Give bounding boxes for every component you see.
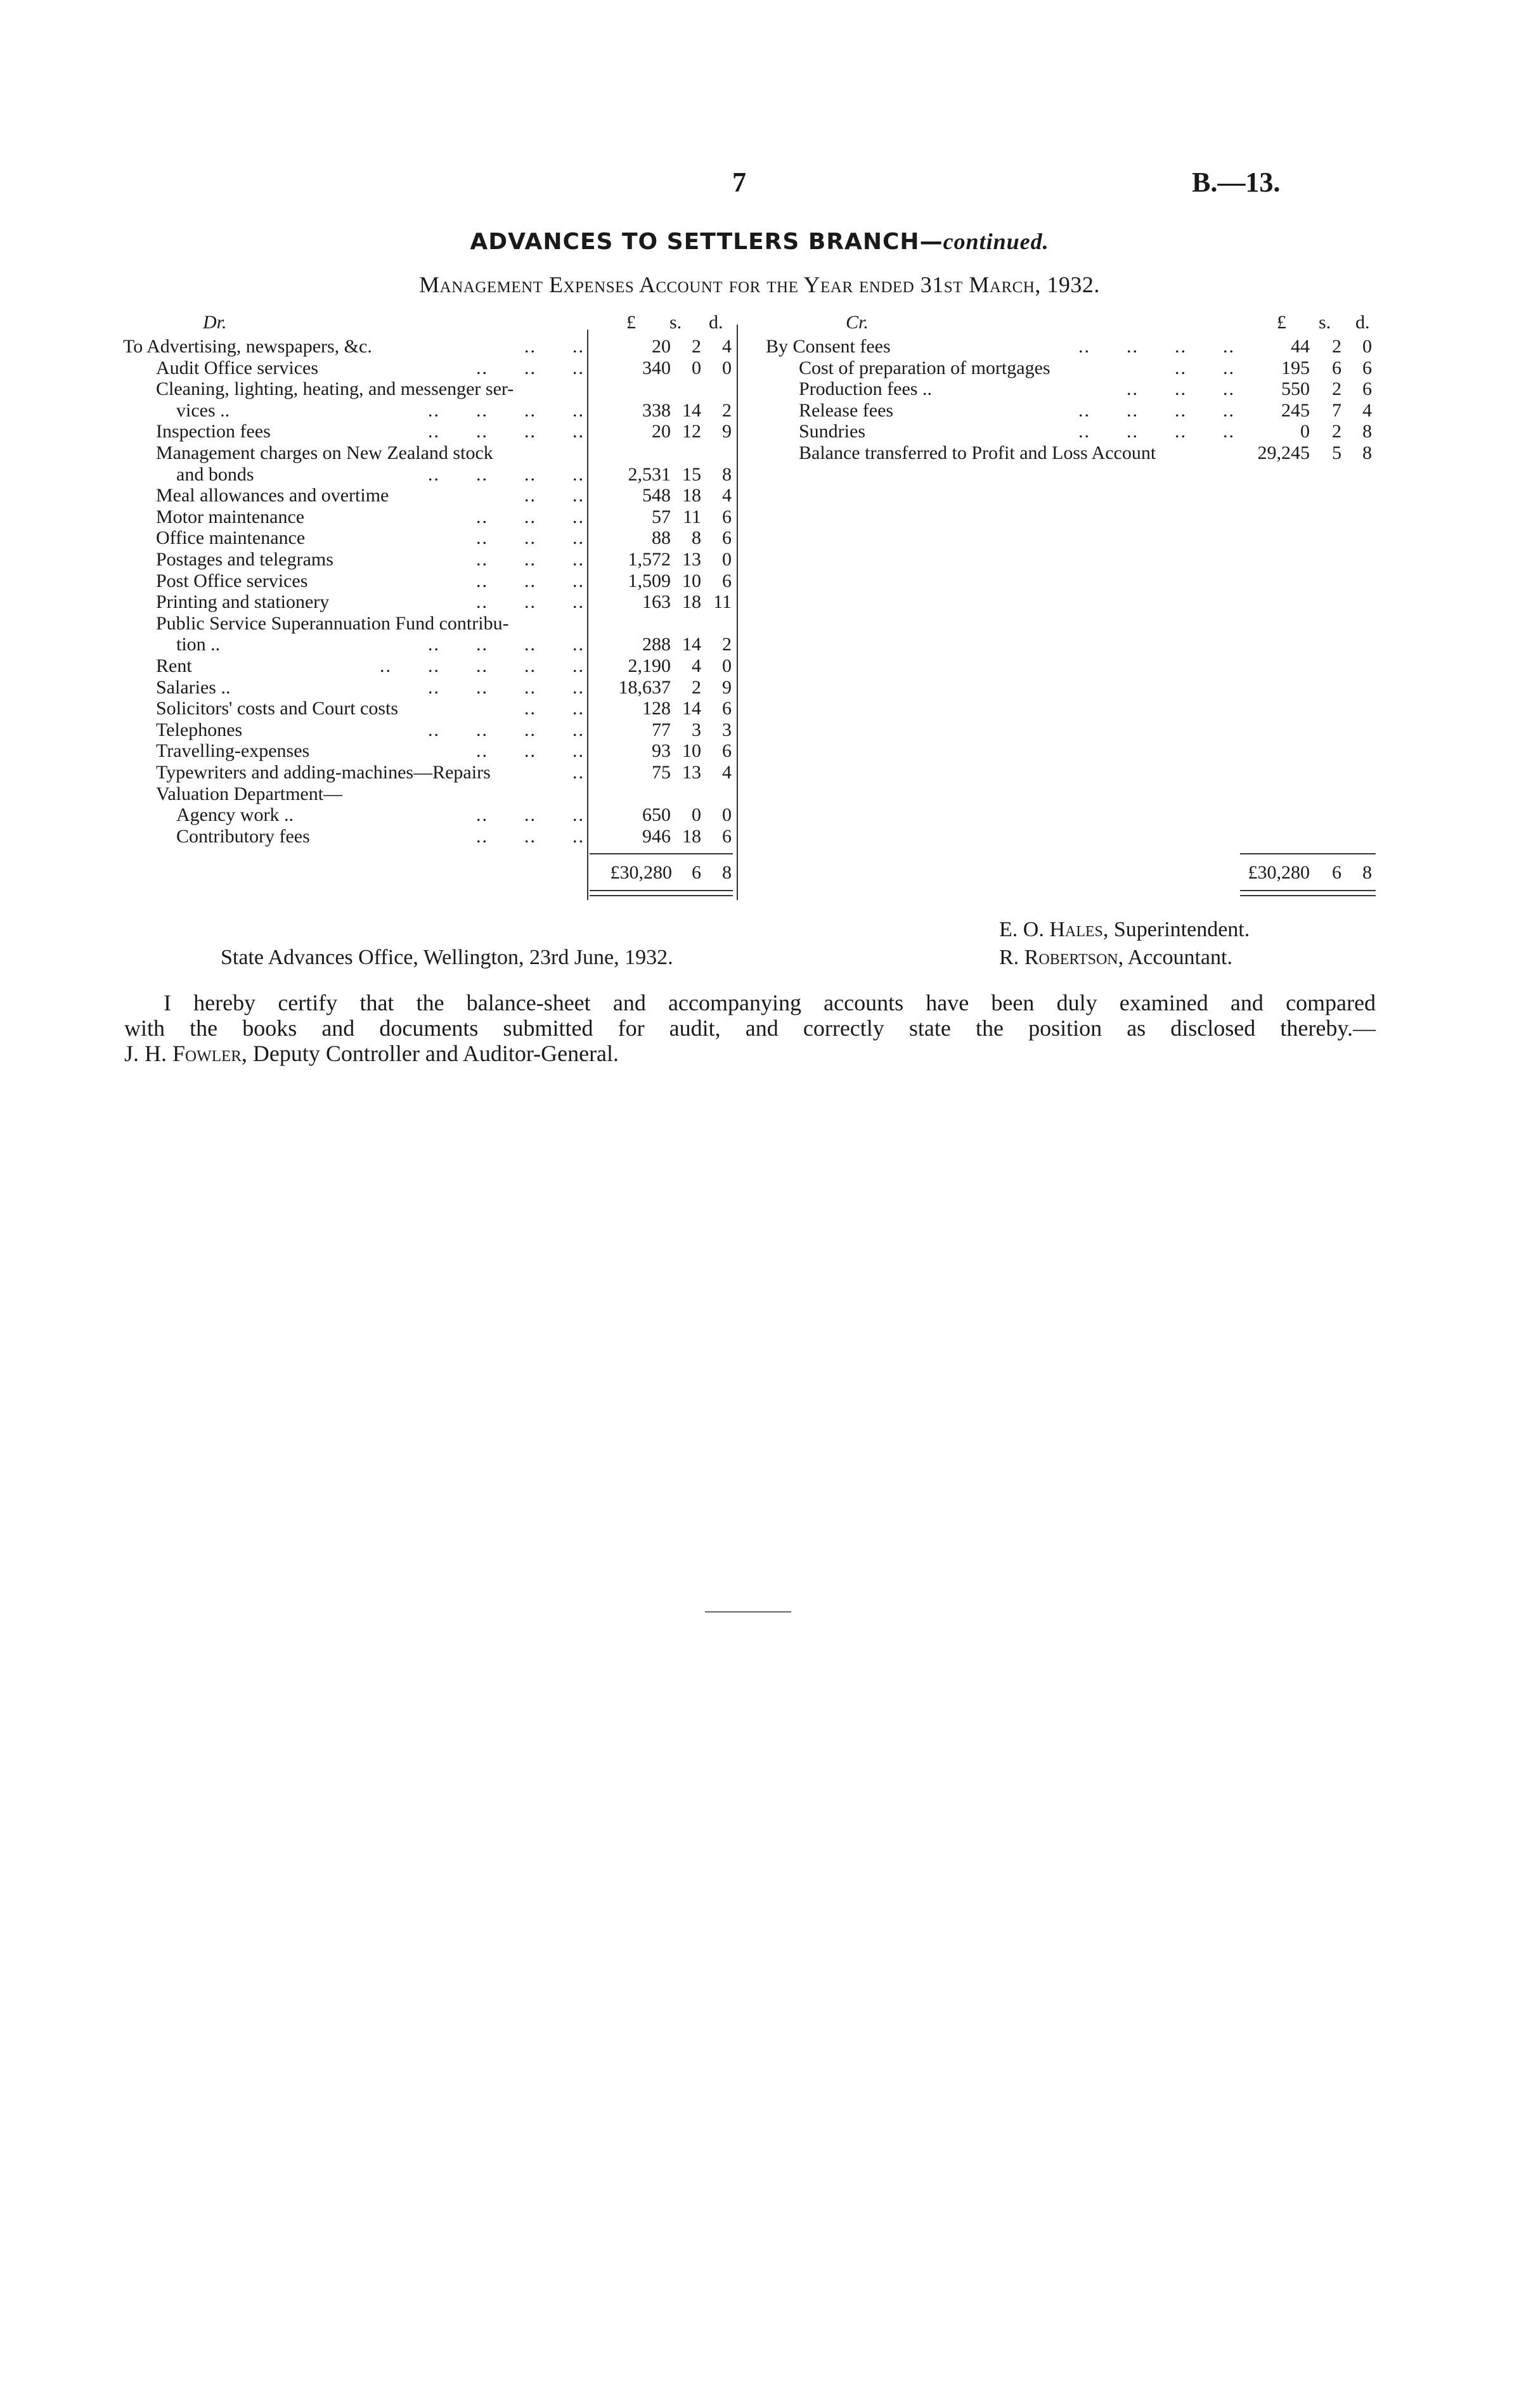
debit-entry-pounds: 20: [652, 336, 671, 357]
debit-entry-label: Postages and telegrams: [156, 549, 333, 570]
debit-total-top-rule: [590, 853, 733, 854]
debit-entry-label: Cleaning, lighting, heating, and messenger ser-: [156, 378, 514, 400]
debit-entry-pounds: 93: [652, 740, 671, 762]
debit-entry-pence: 0: [722, 804, 732, 826]
credit-entry-shillings: 2: [1332, 378, 1341, 400]
debit-entry-label: tion ..: [176, 634, 221, 655]
credit-entry-label: Release fees: [799, 399, 894, 421]
debit-entry-label: Solicitors' costs and Court costs: [156, 698, 399, 719]
debit-entry-leader-dots: .. .. ..: [476, 527, 585, 549]
credit-pence-heading: d.: [1355, 312, 1370, 333]
debit-entry-leader-dots: .. .. ..: [476, 804, 585, 826]
credit-entry-leader-dots: .. .. ..: [1127, 378, 1235, 400]
debit-entry-shillings: 14: [682, 634, 701, 655]
debit-entry-pence: 6: [722, 825, 732, 847]
debit-entry-pence: 8: [722, 463, 732, 485]
debit-total-pence: 8: [722, 862, 732, 883]
place-date: State Advances Office, Wellington, 23rd June, 1932.: [221, 946, 673, 969]
debit-entry-leader-dots: .. .. .. ..: [428, 719, 585, 740]
debit-entry-leader-dots: .. .. ..: [476, 740, 585, 762]
debit-entry-shillings: 0: [692, 804, 701, 826]
debit-entry-pounds: 1,572: [628, 549, 671, 570]
debit-entry-pence: 3: [722, 719, 732, 740]
debit-entry-shillings: 10: [682, 740, 701, 762]
debit-entry-leader-dots: ..: [572, 762, 585, 783]
credit-entry-leader-dots: .. .. .. ..: [1078, 399, 1235, 421]
signatory-superintendent: E. O. Hales, Superintendent.: [999, 918, 1250, 941]
debit-entry-label: Agency work ..: [176, 804, 294, 826]
debit-entry-shillings: 2: [692, 676, 701, 698]
debit-entry-row: [0, 783, 1519, 805]
debit-total-rule-2: [590, 895, 733, 896]
debit-entry-pounds: 2,531: [628, 463, 671, 485]
debit-entry-label: Public Service Superannuation Fund contribu-: [156, 612, 509, 634]
debit-entry-row: [0, 485, 1519, 506]
credit-entry-pence: 0: [1362, 336, 1372, 357]
credit-entry-row: [0, 421, 1519, 442]
credit-entry-pounds: 29,245: [1257, 442, 1310, 463]
debit-entry-row: [0, 804, 1519, 826]
debit-entry-leader-dots: .. ..: [524, 336, 585, 357]
debit-entry-pence: 0: [722, 357, 732, 378]
credit-entry-shillings: 2: [1332, 421, 1341, 442]
credit-entry-row: [0, 357, 1519, 379]
debit-total-shillings: 6: [692, 862, 701, 883]
debit-entry-leader-dots: .. .. ..: [476, 357, 585, 378]
debit-entry-pence: 2: [722, 399, 732, 421]
debit-entry-label: and bonds: [176, 463, 254, 485]
debit-entry-shillings: 18: [682, 825, 701, 847]
debit-entry-label: Management charges on New Zealand stock: [156, 442, 493, 463]
credit-entry-shillings: 7: [1332, 399, 1341, 421]
debit-entry-pence: 2: [722, 634, 732, 655]
credit-entry-shillings: 2: [1332, 336, 1341, 357]
debit-entry-leader-dots: .. .. .. ..: [428, 676, 585, 698]
debit-entry-leader-dots: .. .. ..: [476, 570, 585, 591]
debit-entry-leader-dots: .. .. ..: [476, 591, 585, 613]
credit-entry-label: Balance transferred to Profit and Loss Account: [799, 442, 1156, 463]
credit-entry-pounds: 245: [1281, 399, 1310, 421]
credit-entry-pence: 6: [1362, 378, 1372, 400]
debit-entry-pence: 0: [722, 655, 732, 676]
credit-entry-leader-dots: .. .. .. ..: [1078, 336, 1235, 357]
debit-entry-shillings: 0: [692, 357, 701, 378]
debit-entry-label: vices ..: [176, 399, 230, 421]
debit-entry-row: [0, 506, 1519, 528]
debit-entry-label: Post Office services: [156, 570, 308, 591]
debit-entry-row: [0, 655, 1519, 677]
credit-entry-row: [0, 336, 1519, 357]
debit-entry-label: Office maintenance: [156, 527, 306, 549]
debit-entry-row: [0, 762, 1519, 783]
credit-total-pounds: £30,280: [1248, 862, 1310, 883]
account-subtitle: Management Expenses Account for the Year ended 31st March, 1932.: [419, 272, 1100, 297]
credit-entry-label: Sundries: [799, 421, 865, 442]
debit-entry-shillings: 15: [682, 463, 701, 485]
debit-entry-pounds: 650: [642, 804, 671, 826]
debit-shillings-heading: s.: [669, 312, 682, 333]
credit-total-top-rule: [1240, 853, 1376, 854]
debit-entry-pence: 9: [722, 421, 732, 442]
debit-entry-leader-dots: .. .. ..: [476, 825, 585, 847]
debit-entry-pence: 0: [722, 549, 732, 570]
debit-entry-pence: 11: [713, 591, 732, 613]
debit-entry-pounds: 57: [652, 506, 671, 527]
credit-entry-pounds: 550: [1281, 378, 1310, 400]
section-end-rule: [705, 1611, 791, 1613]
debit-entry-shillings: 12: [682, 421, 701, 442]
page-title: ADVANCES TO SETTLERS BRANCH—continued.: [470, 229, 1049, 255]
debit-pence-heading: d.: [709, 312, 723, 333]
debit-entry-pence: 6: [722, 698, 732, 719]
debit-entry-leader-dots: .. .. .. ..: [428, 463, 585, 485]
debit-entry-pounds: 88: [652, 527, 671, 549]
debit-entry-pence: 4: [722, 762, 732, 783]
debit-entry-shillings: 4: [692, 655, 701, 676]
debit-entry-shillings: 10: [682, 570, 701, 591]
debit-entry-pounds: 340: [642, 357, 671, 378]
debit-pounds-heading: £: [626, 312, 636, 333]
debit-entry-leader-dots: .. .. ..: [476, 549, 585, 570]
debit-entry-leader-dots: .. .. .. ..: [428, 399, 585, 421]
credit-entry-pence: 8: [1362, 442, 1372, 463]
credit-entry-leader-dots: .. ..: [1175, 357, 1235, 378]
credit-total-pence: 8: [1362, 862, 1372, 883]
debit-entry-leader-dots: .. ..: [524, 485, 585, 506]
debit-entry-pence: 4: [722, 485, 732, 506]
debit-total-pounds: £30,280: [610, 862, 672, 883]
debit-entry-row: [0, 677, 1519, 699]
debit-entry-pounds: 1,509: [628, 570, 671, 591]
debit-entry-label: Motor maintenance: [156, 506, 305, 527]
debit-entry-pence: 6: [722, 570, 732, 591]
debit-entry-pounds: 288: [642, 634, 671, 655]
debit-entry-leader-dots: .. .. .. .. ..: [380, 655, 585, 676]
debit-entry-shillings: 2: [692, 336, 701, 357]
debit-entry-row: [0, 613, 1519, 634]
credit-entry-pounds: 0: [1300, 421, 1310, 442]
debit-entry-row: [0, 740, 1519, 762]
debit-entry-row: [0, 464, 1519, 486]
debit-entry-row: [0, 527, 1519, 549]
debit-entry-pounds: 338: [642, 399, 671, 421]
debit-entry-pounds: 946: [642, 825, 671, 847]
page-number: 7: [732, 167, 746, 198]
debit-entry-pence: 9: [722, 676, 732, 698]
debit-entry-leader-dots: .. .. ..: [476, 506, 585, 527]
debit-entry-shillings: 18: [682, 591, 701, 613]
debit-entry-shillings: 13: [682, 762, 701, 783]
certificate-line-3: J. H. Fowler, Deputy Controller and Auditor-General.: [124, 1041, 619, 1066]
debit-entry-label: Salaries ..: [156, 676, 231, 698]
debit-entry-shillings: 14: [682, 698, 701, 719]
debit-entry-pence: 6: [722, 506, 732, 527]
debit-entry-leader-dots: .. .. .. ..: [428, 634, 585, 655]
debit-entry-pounds: 20: [652, 421, 671, 442]
credit-entry-leader-dots: .. .. .. ..: [1078, 421, 1235, 442]
credit-entry-pounds: 195: [1281, 357, 1310, 378]
debit-entry-row: [0, 591, 1519, 613]
credit-entry-label: Production fees ..: [799, 378, 932, 400]
debit-entry-shillings: 18: [682, 485, 701, 506]
credit-entry-pounds: 44: [1291, 336, 1310, 357]
credit-pounds-heading: £: [1277, 312, 1286, 333]
debit-entry-pounds: 163: [642, 591, 671, 613]
debit-entry-row: [0, 570, 1519, 592]
debit-entry-shillings: 11: [683, 506, 701, 527]
debit-entry-label: Contributory fees: [176, 825, 310, 847]
debit-entry-label: Printing and stationery: [156, 591, 330, 613]
credit-entry-shillings: 6: [1332, 357, 1341, 378]
title-continued: continued.: [943, 229, 1049, 254]
debit-entry-shillings: 14: [682, 399, 701, 421]
signatory-accountant: R. Robertson, Accountant.: [999, 946, 1232, 969]
credit-entry-pence: 8: [1362, 421, 1372, 442]
debit-entry-pounds: 2,190: [628, 655, 671, 676]
debit-entry-leader-dots: .. ..: [524, 698, 585, 719]
debit-entry-pence: 6: [722, 527, 732, 549]
credit-total-rule-2: [1240, 895, 1376, 896]
debit-entry-label: Audit Office services: [156, 357, 319, 378]
credit-entry-pence: 6: [1362, 357, 1372, 378]
debit-entry-pence: 6: [722, 740, 732, 762]
debit-entry-pounds: 75: [652, 762, 671, 783]
credit-entry-row: [0, 400, 1519, 422]
document-reference: B.—13.: [1192, 167, 1281, 198]
credit-entry-row: [0, 378, 1519, 400]
debit-entry-pounds: 18,637: [618, 676, 671, 698]
debit-entry-pence: 4: [722, 336, 732, 357]
debit-entry-shillings: 8: [692, 527, 701, 549]
credit-total-rule-1: [1240, 890, 1376, 891]
debit-heading: Dr.: [203, 312, 227, 333]
debit-entry-label: Rent: [156, 655, 192, 676]
debit-entry-row: [0, 634, 1519, 655]
debit-entry-shillings: 3: [692, 719, 701, 740]
debit-entry-row: [0, 549, 1519, 570]
certificate-line-2: with the books and documents submitted for audit, and correctly state the position as disclosed thereby.—: [124, 1015, 1376, 1041]
debit-entry-label: Telephones: [156, 719, 243, 740]
debit-entry-pounds: 128: [642, 698, 671, 719]
debit-entry-pounds: 77: [652, 719, 671, 740]
debit-entry-label: Valuation Department—: [156, 783, 343, 804]
credit-shillings-heading: s.: [1319, 312, 1331, 333]
debit-entry-label: Meal allowances and overtime: [156, 485, 389, 506]
debit-entry-label: Travelling-expenses: [156, 740, 310, 762]
debit-entry-shillings: 13: [682, 549, 701, 570]
debit-entry-row: [0, 698, 1519, 719]
credit-entry-label: Cost of preparation of mortgages: [799, 357, 1050, 378]
debit-entry-label: Inspection fees: [156, 421, 271, 442]
credit-total-shillings: 6: [1332, 862, 1341, 883]
credit-entry-shillings: 5: [1332, 442, 1341, 463]
debit-entry-label: To Advertising, newspapers, &c.: [123, 336, 372, 357]
debit-entry-label: Typewriters and adding-machines—Repairs: [156, 762, 491, 783]
certificate-line-1: I hereby certify that the balance-sheet and accompanying accounts have been duly examined and compared: [164, 990, 1376, 1015]
debit-entry-leader-dots: .. .. .. ..: [428, 421, 585, 442]
credit-entry-label: By Consent fees: [766, 336, 891, 357]
debit-entry-pounds: 548: [642, 485, 671, 506]
credit-entry-row: [0, 442, 1519, 464]
debit-entry-row: [0, 719, 1519, 741]
credit-heading: Cr.: [846, 312, 869, 333]
debit-entry-row: [0, 826, 1519, 847]
debit-total-rule-1: [590, 890, 733, 891]
credit-entry-pence: 4: [1362, 399, 1372, 421]
